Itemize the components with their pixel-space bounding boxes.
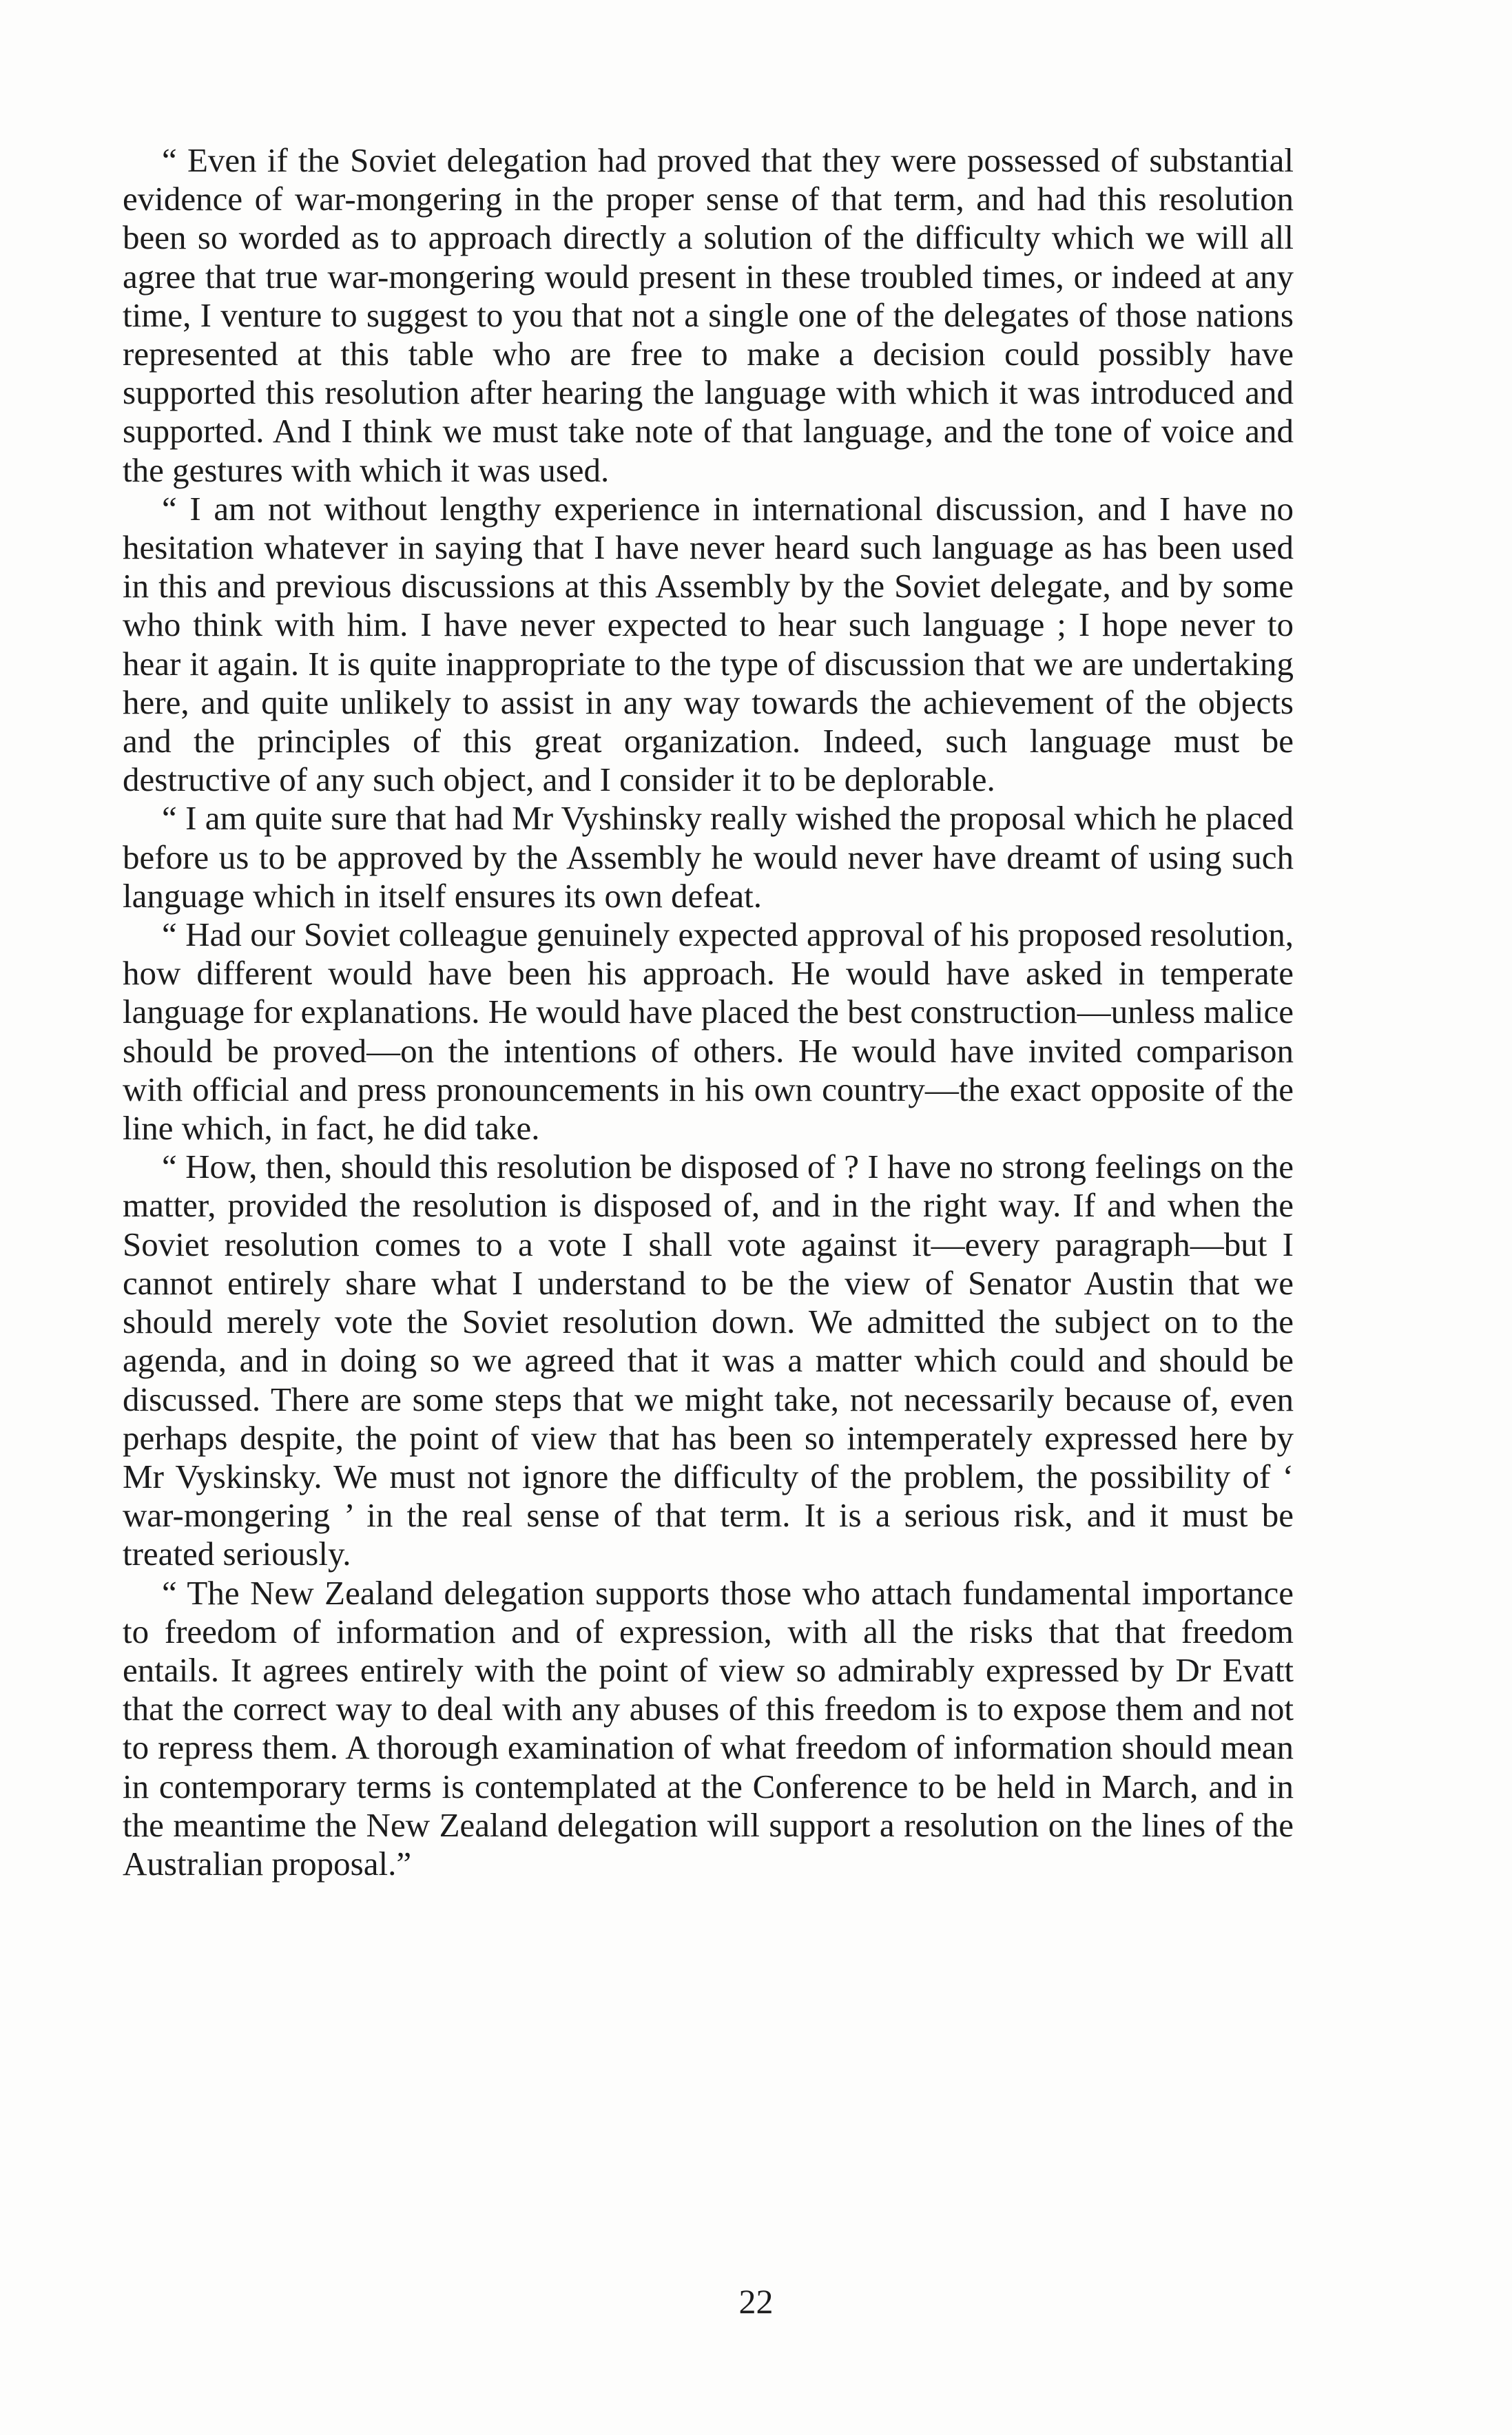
paragraph-1: “ Even if the Soviet delegation had proved that they were possessed of substantial evidence of war-mongering in the proper sense of that term, and had this resolution been so worded as to approach directly a solution of the difficulty which we will all agree that true war-mongering would present in these troubled times, or indeed at any time, I venture to suggest to you that not a single one of the delegates of those nations represented at this table who are free to make a decision could possibly have supported this resolution after hearing the language with which it was introduced and supported. And I think we must take note of that language, and the tone of voice and the gestures with which it was used. [123,141,1294,489]
body-text [123,141,1294,1883]
page-number: 22 [738,2282,774,2321]
paragraph-6: “ The New Zealand delegation supports those who attach fundamental importance to freedom of information and of expression, with all the risks that that freedom entails. It agrees entirely with the point of view so admirably expressed by Dr Evatt that the correct way to deal with any abuses of this freedom is to expose them and not to repress them. A thorough examination of what freedom of information should mean in contemporary terms is contemplated at the Conference to be held in March, and in the meantime the New Zealand delegation will support a resolution on the lines of the Australian proposal.” [123,1573,1294,1883]
paragraph-3: “ I am quite sure that had Mr Vyshinsky really wished the proposal which he placed before us to be approved by the Assembly he would never have dreamt of using such language which in itself ensures its own defeat. [123,799,1294,915]
paragraph-4: “ Had our Soviet colleague genuinely expected approval of his proposed resolution, how different would have been his approach. He would have asked in temperate language for explanations. He would have placed the best construction—unless malice should be proved—on the intentions of others. He would have invited comparison with official and press pronouncements in his own country—the exact opposite of the line which, in fact, he did take. [123,915,1294,1148]
paragraph-5: “ How, then, should this resolution be disposed of ? I have no strong feelings on the matter, provided the resolution is disposed of, and in the right way. If and when the Soviet resolution comes to a vote I shall vote against it—every paragraph—but I cannot entirely share what I understand to be the view of Senator Austin that we should merely vote the Soviet resolution down. We admitted the subject on to the agenda, and in doing so we agreed that it was a matter which could and should be discussed. There are some steps that we might take, not necessarily because of, even perhaps despite, the point of view that has been so intemperately expressed here by Mr Vyskinsky. We must not ignore the difficulty of the problem, the possibility of ‘ war-mongering ’ in the real sense of that term. It is a serious risk, and it must be treated seriously. [123,1148,1294,1573]
paragraph-2: “ I am not without lengthy experience in international discussion, and I have no hesitation whatever in saying that I have never heard such language as has been used in this and previous discussions at this Assembly by the Soviet delegate, and by some who think with him. I have never expected to hear such language ; I hope never to hear it again. It is quite inappropriate to the type of discussion that we are undertaking here, and quite unlikely to assist in any way towards the achievement of the objects and the principles of this great organization. Indeed, such language must be destructive of any such object, and I consider it to be deplorable. [123,489,1294,799]
